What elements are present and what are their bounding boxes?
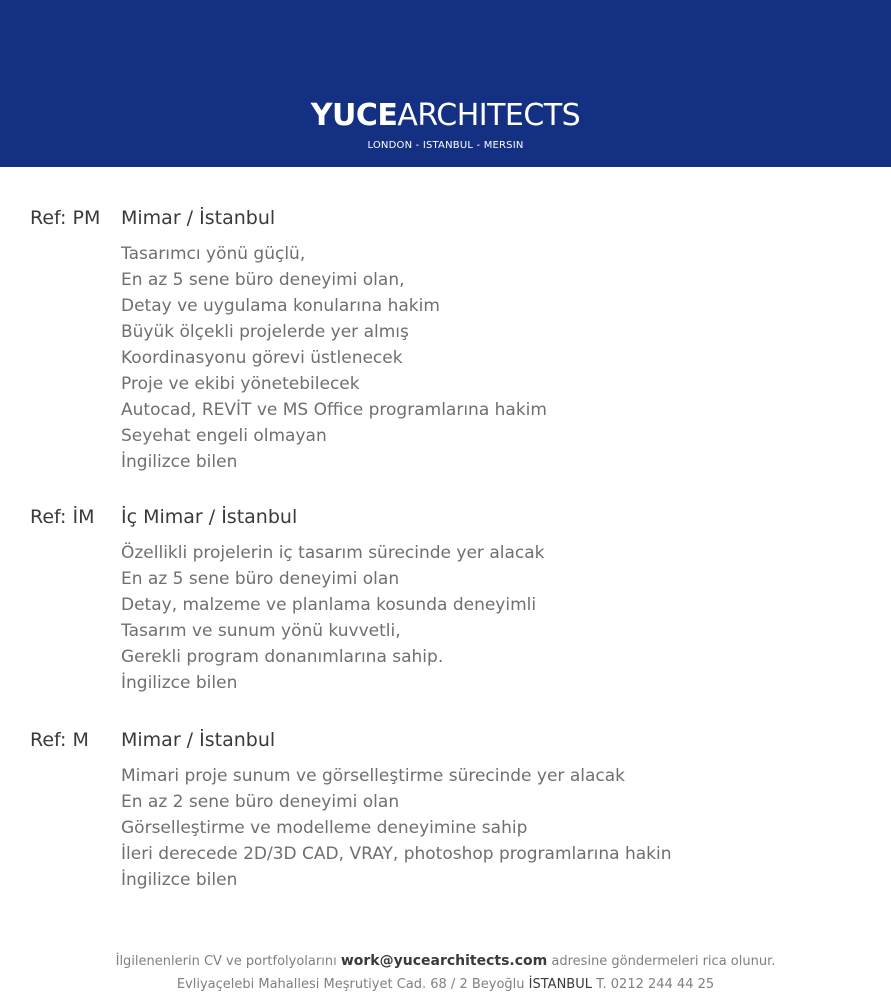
list-item: İngilizce bilen [121, 673, 238, 693]
job-title: Mimar / İstanbul [121, 207, 276, 229]
list-item: İngilizce bilen [121, 870, 238, 890]
list-item: En az 5 sene büro deneyimi olan [121, 569, 400, 589]
phone-number: T. 0212 244 44 25 [596, 977, 715, 992]
list-item: Gerekli program donanımlarına sahip. [121, 647, 444, 667]
application-note-pre: İlgilenenlerin CV ve portfolyolarını [115, 954, 337, 969]
list-item: Detay ve uygulama konularına hakim [121, 296, 440, 316]
requirements-list [121, 241, 547, 475]
job-title: Mimar / İstanbul [121, 729, 276, 751]
job-ref: Ref: İM [30, 506, 95, 528]
requirements-list [121, 763, 672, 893]
list-item: Tasarımcı yönü güçlü, [121, 244, 306, 264]
list-item: İleri derecede 2D/3D CAD, VRAY, photoshop programlarına hakin [121, 844, 672, 864]
requirements-list [121, 540, 544, 696]
list-item: İngilizce bilen [121, 452, 238, 472]
company-logo [0, 98, 891, 134]
application-note-post: adresine göndermeleri rica olunur. [551, 954, 776, 969]
list-item: Mimari proje sunum ve görselleştirme sürecinde yer alacak [121, 766, 625, 786]
list-item: En az 2 sene büro deneyimi olan [121, 792, 400, 812]
logo-bold-text: YUCE [310, 98, 398, 133]
job-ref: Ref: M [30, 729, 89, 751]
job-title: İç Mimar / İstanbul [121, 506, 298, 528]
list-item: Koordinasyonu görevi üstlenecek [121, 348, 403, 368]
contact-email[interactable]: work@yucearchitects.com [340, 953, 548, 969]
list-item: Autocad, REVİT ve MS Office programlarına hakim [121, 400, 547, 420]
list-item: Görselleştirme ve modelleme deneyimine sahip [121, 818, 528, 838]
office-address [0, 975, 891, 995]
logo-light-text: ARCHITECTS [397, 98, 581, 133]
list-item: Seyehat engeli olmayan [121, 426, 327, 446]
office-cities: LONDON - ISTANBUL - MERSIN [367, 140, 524, 151]
list-item: Tasarım ve sunum yönü kuvvetli, [121, 621, 401, 641]
application-note [0, 951, 891, 972]
list-item: Proje ve ekibi yönetebilecek [121, 374, 360, 394]
list-item: Detay, malzeme ve planlama kosunda deneyimli [121, 595, 537, 615]
job-ref: Ref: PM [30, 207, 101, 229]
list-item: En az 5 sene büro deneyimi olan, [121, 270, 405, 290]
list-item: Özellikli projelerin iç tasarım sürecinde yer alacak [121, 543, 545, 563]
list-item: Büyük ölçekli projelerde yer almış [121, 322, 409, 342]
address-city: İSTANBUL [528, 977, 592, 992]
address-street: Evliyaçelebi Mahallesi Meşrutiyet Cad. 68 / 2 Beyoğlu [176, 977, 525, 992]
header-banner [0, 0, 891, 167]
